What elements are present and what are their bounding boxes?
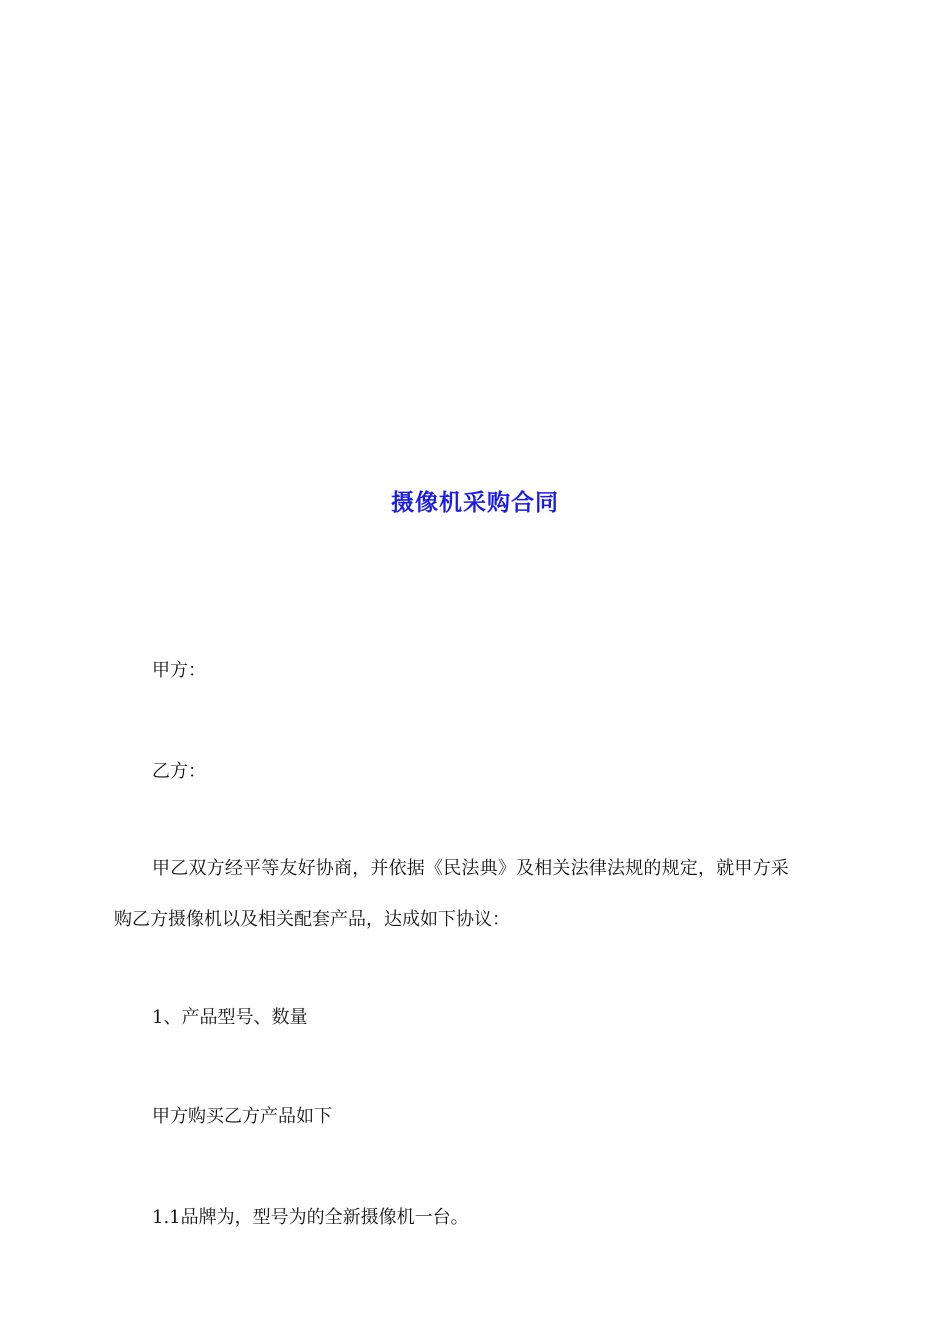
document-title: 摄像机采购合同 [391, 490, 559, 516]
section-1-heading: 1、产品型号、数量 [152, 1007, 308, 1028]
party-a-label: 甲方： [152, 660, 206, 681]
intro-paragraph-line-1: 甲乙双方经平等友好协商，并依据《民法典》及相关法律法规的规定，就甲方采 [152, 858, 789, 879]
intro-paragraph-line-2: 购乙方摄像机以及相关配套产品，达成如下协议： [114, 909, 510, 930]
party-b-label: 乙方： [152, 761, 206, 782]
clause-1-1: 1.1品牌为，型号为的全新摄像机一台。 [152, 1207, 469, 1228]
section-1-text: 甲方购买乙方产品如下 [152, 1106, 332, 1127]
